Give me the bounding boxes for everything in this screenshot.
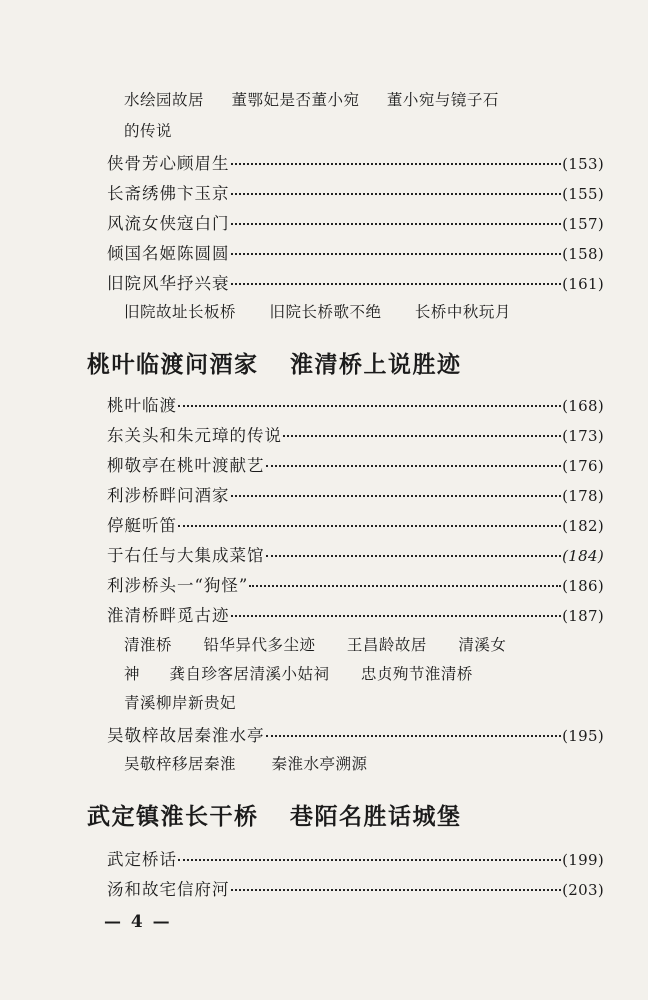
sub-item: 龚自珍客居清溪小姑祠: [169, 665, 330, 683]
entry-page: (186): [562, 577, 604, 595]
entry-title: 吴敬梓故居秦淮水亭: [107, 726, 265, 745]
toc-entry[interactable]: [107, 270, 604, 292]
leader-dots: [231, 223, 562, 225]
toc-entry[interactable]: [107, 846, 604, 868]
entry-title: 利涉桥头一“狗怪”: [107, 576, 249, 595]
toc-entry[interactable]: [107, 210, 604, 232]
entry-title: 利涉桥畔问酒家: [107, 486, 230, 505]
entry-page: (153): [562, 155, 604, 173]
sub-item: 铅华异代多尘迹: [203, 636, 316, 654]
section-heading: [87, 798, 462, 831]
leader-dots: [231, 193, 562, 195]
sub-item: 旧院故址长板桥: [124, 303, 237, 321]
sub-item: 秦淮水亭溯源: [271, 755, 368, 773]
leader-dots: [266, 735, 562, 737]
toc-entry[interactable]: [107, 392, 604, 414]
toc-entry[interactable]: [107, 240, 604, 262]
entry-page: (161): [562, 275, 604, 293]
heading-part: 桃叶临渡问酒家: [87, 351, 259, 378]
entry-title: 东关头和朱元璋的传说: [107, 426, 282, 445]
entry-page: (182): [562, 517, 604, 535]
entry-title: 停艇听笛: [107, 516, 177, 535]
sub-item: 神: [124, 665, 141, 683]
leader-dots: [231, 163, 562, 165]
leader-dots: [249, 585, 561, 587]
entry-page: (168): [562, 397, 604, 415]
sub-line: [124, 633, 506, 655]
sub-item: 长桥中秋玩月: [414, 303, 511, 321]
entry-title: 汤和故宅信府河: [107, 880, 230, 899]
leader-dots: [266, 465, 562, 467]
section-heading: [87, 346, 462, 379]
leader-dots: [231, 253, 562, 255]
sub-item: 王昌龄故居: [346, 636, 427, 654]
entry-page: (184): [562, 547, 604, 565]
sub-line: [124, 119, 172, 141]
leader-dots: [231, 283, 562, 285]
sub-line: [124, 300, 511, 322]
entry-title: 武定桥话: [107, 850, 177, 869]
toc-entry[interactable]: [107, 482, 604, 504]
leader-dots: [231, 889, 562, 891]
toc-entry[interactable]: [107, 150, 604, 172]
leader-dots: [231, 615, 562, 617]
entry-title: 侠骨芳心顾眉生: [107, 154, 230, 173]
toc-entry[interactable]: [107, 512, 604, 534]
toc-entry[interactable]: [107, 180, 604, 202]
sub-item: 清淮桥: [124, 636, 173, 654]
page-number: — 4 —: [104, 912, 172, 932]
sub-line: [124, 88, 499, 110]
sub-line: [124, 662, 473, 684]
sub-item: 青溪柳岸新贵妃: [124, 694, 237, 712]
sub-item: 清溪女: [458, 636, 507, 654]
entry-title: 风流女侠寇白门: [107, 214, 230, 233]
entry-title: 柳敬亭在桃叶渡献艺: [107, 456, 265, 475]
leader-dots: [178, 859, 561, 861]
heading-part: 巷陌名胜话城堡: [290, 803, 462, 830]
entry-page: (195): [562, 727, 604, 745]
heading-part: 武定镇淮长干桥: [87, 803, 259, 830]
toc-entry[interactable]: [107, 722, 604, 744]
entry-title: 倾国名姬陈圆圆: [107, 244, 230, 263]
toc-entry[interactable]: [107, 452, 604, 474]
toc-entry[interactable]: [107, 876, 604, 898]
leader-dots: [283, 435, 561, 437]
entry-title: 淮清桥畔觅古迹: [107, 606, 230, 625]
entry-title: 桃叶临渡: [107, 396, 177, 415]
entry-title: 于右任与大集成菜馆: [107, 546, 265, 565]
toc-entry[interactable]: [107, 572, 604, 594]
toc-entry[interactable]: [107, 422, 604, 444]
sub-item: 董小宛与镜子石: [386, 91, 499, 109]
sub-item: 吴敬梓移居秦淮: [124, 755, 237, 773]
sub-line: [124, 691, 236, 713]
sub-item: 旧院长桥歌不绝: [269, 303, 382, 321]
entry-page: (178): [562, 487, 604, 505]
leader-dots: [266, 555, 562, 557]
leader-dots: [178, 405, 561, 407]
sub-item: 董鄂妃是否董小宛: [231, 91, 360, 109]
sub-item: 的传说: [124, 122, 173, 140]
sub-item: 水绘园故居: [124, 91, 205, 109]
leader-dots: [178, 525, 561, 527]
toc-entry[interactable]: [107, 602, 604, 624]
toc-entry[interactable]: [107, 542, 604, 564]
entry-page: (155): [562, 185, 604, 203]
entry-page: (176): [562, 457, 604, 475]
entry-page: (157): [562, 215, 604, 233]
sub-line: [124, 752, 367, 774]
sub-item: 忠贞殉节淮清桥: [360, 665, 473, 683]
entry-page: (158): [562, 245, 604, 263]
entry-page: (173): [562, 427, 604, 445]
entry-page: (203): [562, 881, 604, 899]
entry-page: (187): [562, 607, 604, 625]
entry-title: 长斋绣佛卞玉京: [107, 184, 230, 203]
entry-page: (199): [562, 851, 604, 869]
heading-part: 淮清桥上说胜迹: [290, 351, 462, 378]
entry-title: 旧院风华抒兴衰: [107, 274, 230, 293]
leader-dots: [231, 495, 562, 497]
